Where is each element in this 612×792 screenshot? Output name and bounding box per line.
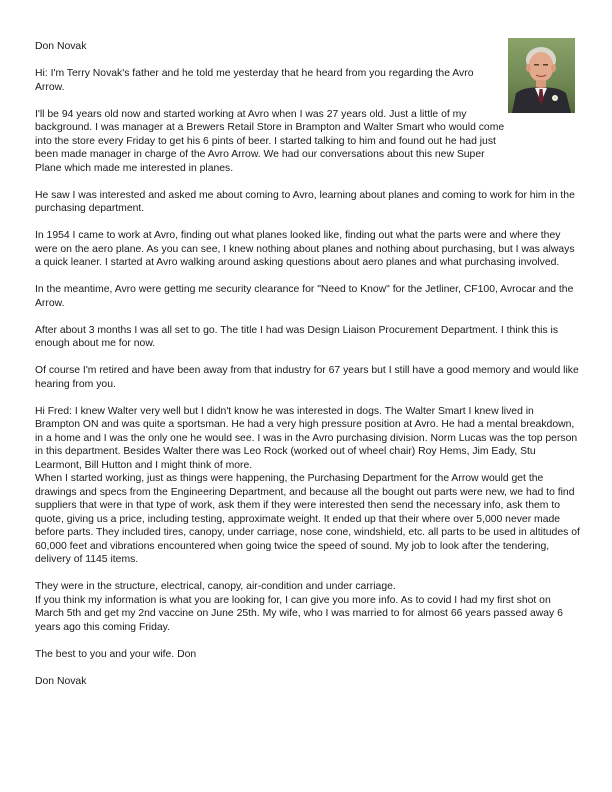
paragraph-purchasing-process: When I started working, just as things were happening, the Purchasing Department for the Arrow would get the drawings and specs from the Engineering Department, and because all the bought out parts were new, we had to find suppliers that were in that type of work, ask them if they were interested then send the necessary info, ask them to quote, giving us a price, including testing, approximate weight. It ended up that their where over 5,000 never made before parts. They included tires, canopy, under carriage, nose cone, windshield, etc. all parts to be used in altitudes of 60,000 feet and vibrations encountered when going twice the speed of sound. My job to look after the tendering, delivery of 1145 items. <box>35 473 580 565</box>
paragraph-hi-fred: Hi Fred: I knew Walter very well but I didn't know he was interested in dogs. The Walter Smart I knew lived in Brampton ON and was quite a sportsman. He had a very high pressure position at Avro. He had a mental breakdown, in a home and I was the only one he would see. I was in the Avro purchasing division. Norm Lucas was the top person in this department. Besides Walter there was Leo Rock (worked out of wheel chair) Roy Hems, Jim Eady, Stu Learmont, Bill Hutton and I might think of more. <box>35 405 578 471</box>
paragraph-categories: They were in the structure, electrical, canopy, air-condition and under carriage. <box>35 581 396 592</box>
paragraph-more-info: If you think my information is what you are looking for, I can give you more info. As to covid I had my first shot on March 5th and get my 2nd vaccine on June 25th. My wife, who I was married to for almost 66 years passed away 6 years ago this coming Friday. <box>35 594 563 633</box>
paragraph-security-clearance: In the meantime, Avro were getting me security clearance for "Need to Know" for the Jetliner, CF100, Avrocar and the Arrow. <box>35 284 574 309</box>
paragraph-job-title: After about 3 months I was all set to go. The title I had was Design Liaison Procurement Department. I think this is enough about me for now. <box>35 324 559 349</box>
signature: Don Novak <box>35 675 87 687</box>
portrait-photo <box>508 38 575 113</box>
sender-name: Don Novak <box>35 41 87 52</box>
letter <box>35 40 580 702</box>
paragraph-1954: In 1954 I came to work at Avro, finding out what planes looked like, finding out what the parts were and where they were on the aero plane. As you can see, I knew nothing about planes and nothing about purchasing, but I was always a quick leaner. I started at Avro walking around asking questions about aero planes and what purchasing involved. <box>35 230 575 268</box>
paragraph-greeting: Hi: I'm Terry Novak's father and he told me yesterday that he heard from you regarding the Avro Arrow. <box>35 68 474 93</box>
paragraph-job-offer: He saw I was interested and asked me about coming to Avro, learning about planes and coming to work for him in the purchasing department. <box>35 189 575 214</box>
paragraph-closing: The best to you and your wife. Don <box>35 648 197 660</box>
paragraph-retired: Of course I'm retired and have been away from that industry for 67 years but I still have a good memory and would like hearing from you. <box>35 365 579 390</box>
paragraph-background: I'll be 94 years old now and started working at Avro when I was 27 years old. Just a little of my background. I was manager at a Brewers Retail Store in Brampton and Walter Smart who would come into the store every Friday to get his 6 pints of beer. I started talking to him and found out he had just been made manager in charge of the Avro Arrow. We had our conversations about this new Super Plane which made me interested in planes. <box>35 108 505 174</box>
